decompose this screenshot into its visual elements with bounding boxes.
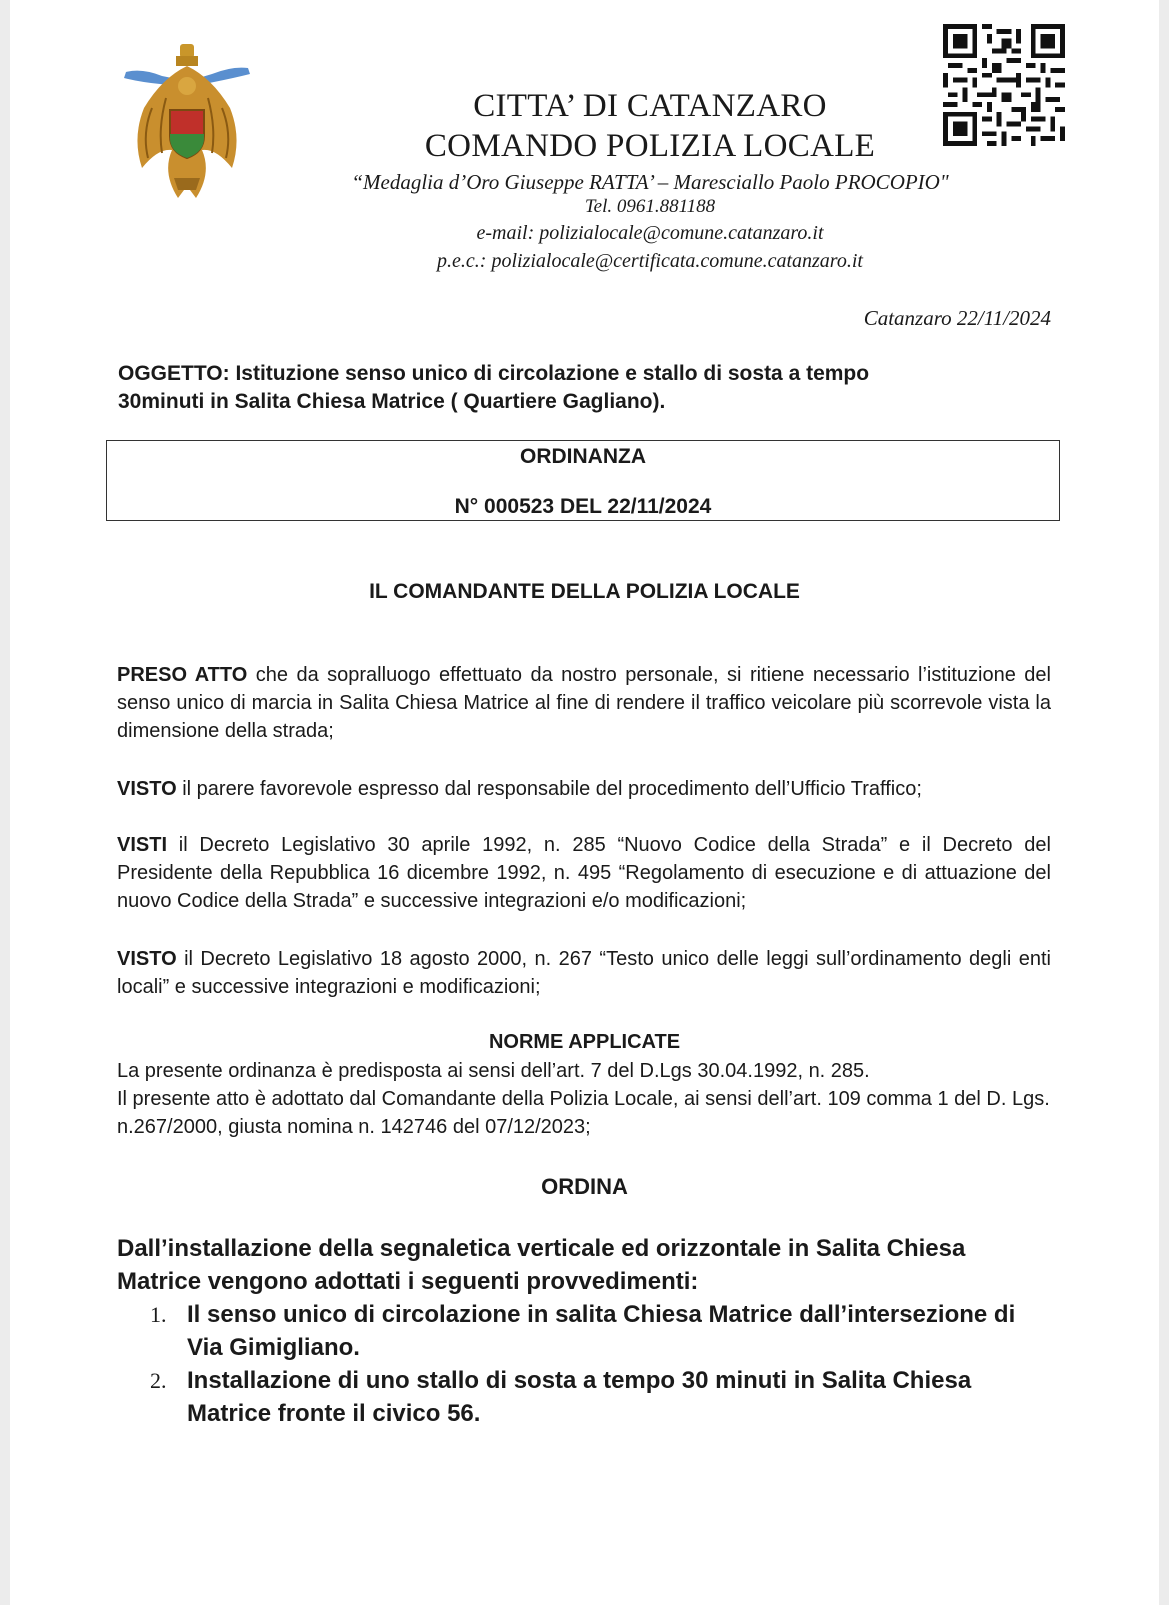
paragraph-lead: PRESO ATTO (117, 664, 248, 686)
page-edge-right (1159, 0, 1169, 1605)
paragraph-text: il parere favorevole espresso dal responsabile del procedimento dell’Ufficio Traffico; (176, 778, 922, 800)
page-edge-left (0, 0, 10, 1605)
paragraph-text: il Decreto Legislativo 30 aprile 1992, n. 285 “Nuovo Codice della Strada” e il Decreto del Presidente della Repubblica 16 dicembre 1992, n. 495 “Regolamento di esecuzione e di attuazione del nuovo Codice della Strada” e successive integrazioni e/o modificazioni; (117, 834, 1051, 912)
document-date: Catanzaro 22/11/2024 (863, 306, 1051, 330)
paragraph-visto-parere (117, 775, 1051, 803)
list-item: Installazione di uno stallo di sosta a tempo 30 minuti in Salita Chiesa Matrice fronte il civico 56. (187, 1367, 972, 1427)
comandante-heading: IL COMANDANTE DELLA POLIZIA LOCALE (369, 580, 800, 603)
paragraph-visto-decreto (117, 945, 1051, 1001)
city-title: CITTA’ DI CATANZARO (473, 88, 827, 124)
subject-block (118, 360, 958, 416)
ordinanza-box (106, 440, 1060, 521)
paragraph-visti-decreto (117, 831, 1051, 915)
paragraph-lead: VISTO (117, 948, 177, 970)
norme-line-2: Il presente atto è adottato dal Comandante della Polizia Locale, ai sensi dell’art. 109 comma 1 del D. Lgs. n.267/2000, giusta nomina n. 142746 del 07/12/2023; (117, 1088, 1050, 1138)
list-item-number: 2. (150, 1368, 167, 1393)
norme-line-1: La presente ordinanza è predisposta ai sensi dell’art. 7 del D.Lgs 30.04.1992, n. 285. (117, 1060, 870, 1082)
command-title: COMANDO POLIZIA LOCALE (424, 128, 876, 164)
list-item: Il senso unico di circolazione in salita Chiesa Matrice dall’intersezione di Via Gimigliano. (187, 1301, 1016, 1361)
subject-text: Istituzione senso unico di circolazione e stallo di sosta a tempo 30minuti in Salita Chiesa Matrice ( Quartiere Gagliano). (118, 362, 870, 413)
email-line: e-mail: polizialocale@comune.catanzaro.it (476, 222, 824, 244)
pec-line: p.e.c.: polizialocale@certificata.comune.catanzaro.it (437, 250, 863, 272)
list-item-number: 1. (150, 1302, 167, 1327)
ordina-heading: ORDINA (541, 1174, 628, 1199)
telephone-line: Tel. 0961.881188 (584, 196, 716, 217)
paragraph-text: il Decreto Legislativo 18 agosto 2000, n. 267 “Testo unico delle leggi sull’ordinamento degli enti locali” e successive integrazioni e modificazioni; (117, 948, 1051, 998)
norme-heading: NORME APPLICATE (488, 1031, 681, 1053)
paragraph-preso-atto (117, 661, 1051, 745)
dedication-line: “Medaglia d’Oro Giuseppe RATTA’ – Maresciallo Paolo PROCOPIO" (351, 170, 949, 194)
ordinanza-number: N° 000523 DEL 22/11/2024 (454, 495, 712, 518)
paragraph-lead: VISTI (117, 834, 168, 856)
ordinanza-title: ORDINANZA (520, 445, 646, 468)
catanzaro-crest-icon (122, 38, 252, 208)
subject-label: OGGETTO: (118, 362, 230, 385)
norme-text (117, 1057, 1057, 1141)
paragraph-lead: VISTO (117, 778, 177, 800)
paragraph-text: che da sopralluogo effettuato da nostro personale, si ritiene necessario l’istituzione del senso unico di marcia in Salita Chiesa Matrice al fine di rendere il traffico veicolare più scorrevole vista la dimensione della strada; (117, 664, 1051, 742)
provvedimenti-intro: Dall’installazione della segnaletica verticale ed orizzontale in Salita Chiesa Matrice vengono adottati i seguenti provvedimenti: (117, 1235, 966, 1295)
